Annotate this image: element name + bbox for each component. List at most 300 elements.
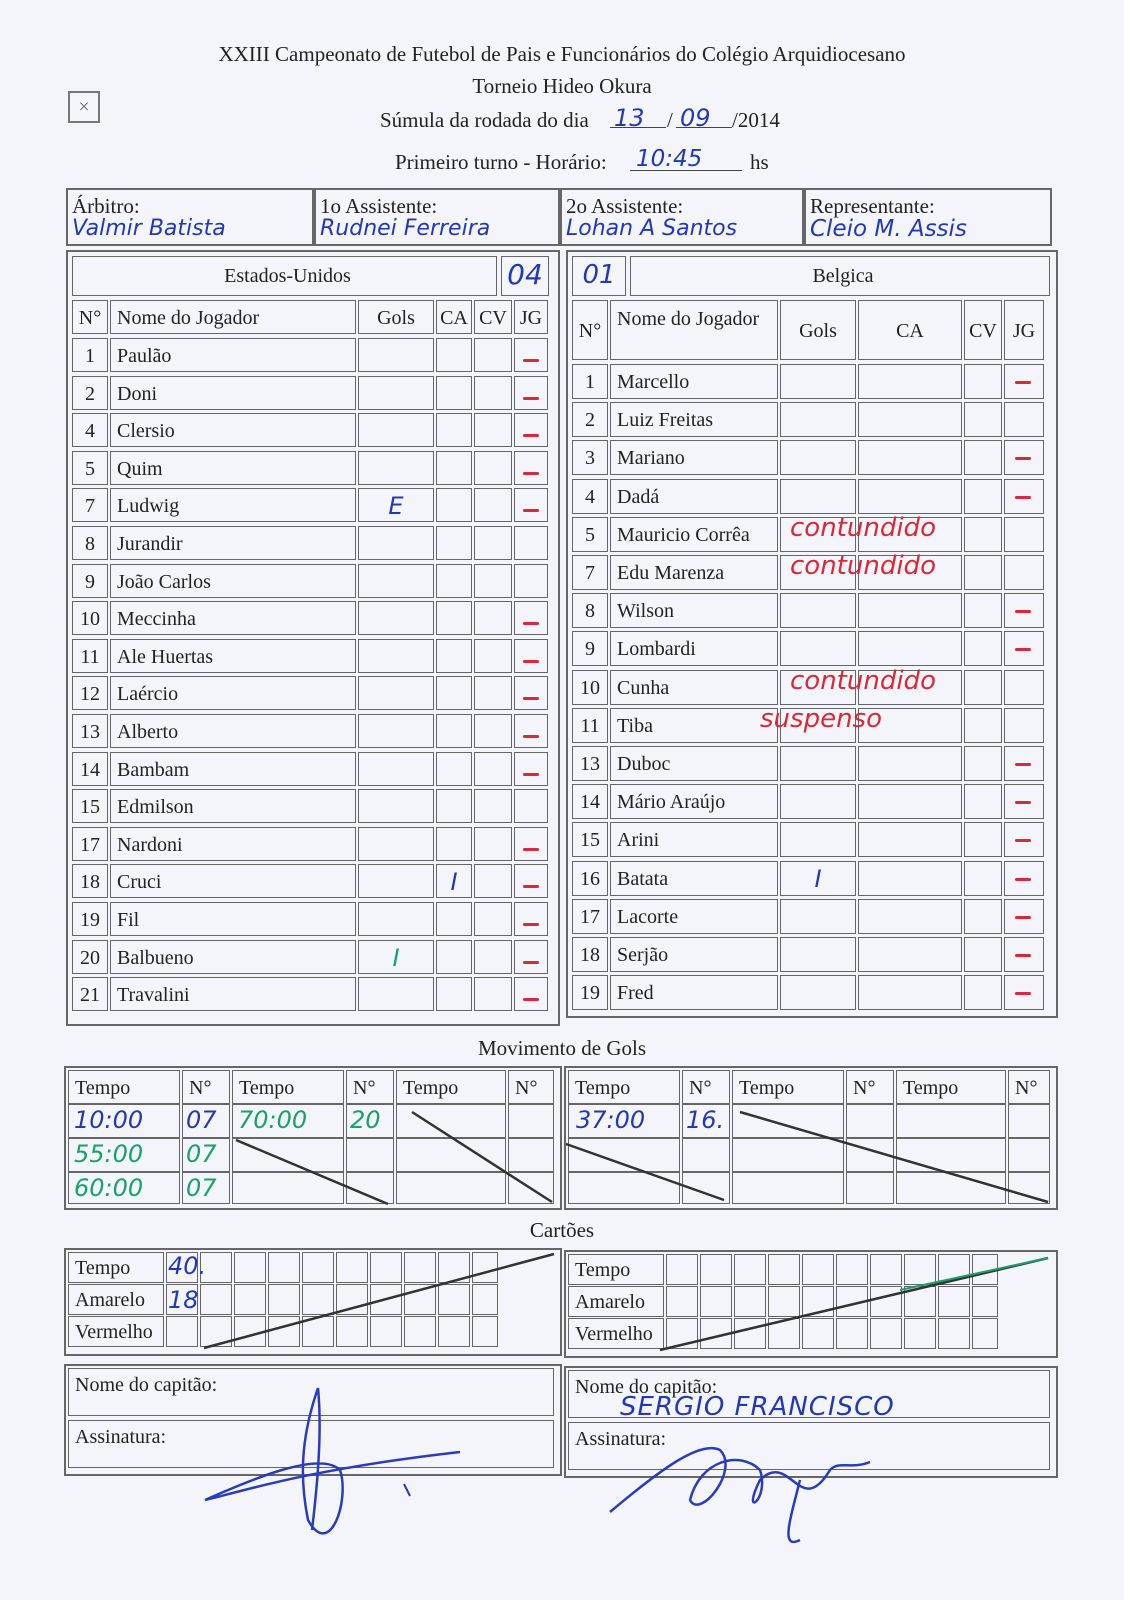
player-goals <box>780 975 856 1010</box>
player-goals <box>780 364 856 399</box>
gols-tempo-cell <box>568 1172 680 1204</box>
player-yellow <box>436 940 472 974</box>
played-mark <box>1015 954 1031 957</box>
hs-label: hs <box>750 150 769 174</box>
card-slot <box>438 1284 470 1315</box>
player-played <box>514 789 548 823</box>
gols-tempo-cell <box>732 1138 844 1172</box>
player-red <box>964 784 1002 819</box>
player-played <box>514 526 548 560</box>
player-goals <box>358 752 434 786</box>
player-number: 9 <box>572 631 608 666</box>
title-line-1: XXIII Campeonato de Futebol de Pais e Funcionários do Colégio Arquidiocesano <box>218 42 906 66</box>
player-played <box>514 338 548 372</box>
gol-time: 70:00 <box>238 1106 308 1134</box>
gols-num-header: N° <box>346 1070 394 1104</box>
player-played <box>514 864 548 898</box>
player-number: 13 <box>572 746 608 781</box>
player-status-note: contundido <box>790 512 936 543</box>
team-b-score: 01 <box>572 256 626 296</box>
player-goals <box>358 977 434 1011</box>
player-played <box>514 902 548 936</box>
card-tempo-value: 40. <box>168 1252 207 1280</box>
played-mark <box>523 434 539 437</box>
card-slot <box>904 1286 936 1317</box>
sumula-label: Súmula da rodada do dia <box>380 108 589 132</box>
player-name: Nardoni <box>110 827 356 861</box>
player-red <box>474 413 512 447</box>
player-number: 7 <box>72 488 108 522</box>
player-name: Luiz Freitas <box>610 402 778 437</box>
played-mark <box>523 735 539 738</box>
player-goals <box>358 413 434 447</box>
card-slot <box>836 1286 868 1317</box>
player-name: Dadá <box>610 479 778 514</box>
player-name: Meccinha <box>110 601 356 635</box>
close-icon[interactable]: × <box>68 91 100 123</box>
col-jg-header: JG <box>1004 300 1044 360</box>
player-number: 13 <box>72 714 108 748</box>
player-goals <box>358 827 434 861</box>
title-line-2: Torneio Hideo Okura <box>472 74 652 98</box>
player-name: Serjão <box>610 937 778 972</box>
played-mark <box>523 472 539 475</box>
assist2-box <box>560 188 804 246</box>
player-red <box>474 526 512 560</box>
gols-tempo-header: Tempo <box>732 1070 844 1104</box>
player-number: 2 <box>72 376 108 410</box>
gols-num-cell <box>508 1172 554 1204</box>
player-status-note: contundido <box>790 551 936 581</box>
player-number: 17 <box>72 827 108 861</box>
gols-tempo-cell <box>896 1172 1006 1204</box>
player-red <box>474 752 512 786</box>
col-ca-header: CA <box>436 300 472 334</box>
card-slot <box>700 1286 732 1317</box>
player-played <box>1004 517 1044 552</box>
col-jg-header: JG <box>514 300 548 334</box>
rep-label: Representante: <box>810 194 935 218</box>
arbitro-label: Árbitro: <box>72 194 140 218</box>
player-name: Travalini <box>110 977 356 1011</box>
player-yellow <box>858 899 962 934</box>
cartoes-amarelo-label: Amarelo <box>568 1286 664 1317</box>
player-yellow <box>858 593 962 628</box>
played-mark <box>1015 610 1031 613</box>
player-red <box>474 714 512 748</box>
captain-b-sign-label: Assinatura: <box>568 1422 1050 1470</box>
player-red <box>964 861 1002 896</box>
player-name: Duboc <box>610 746 778 781</box>
player-name: Edmilson <box>110 789 356 823</box>
player-number: 9 <box>72 564 108 598</box>
player-red <box>474 676 512 710</box>
player-goals <box>358 864 434 898</box>
player-goals <box>358 376 434 410</box>
player-name: Lacorte <box>610 899 778 934</box>
player-played <box>1004 708 1044 743</box>
played-mark <box>523 961 539 964</box>
card-slot <box>336 1284 368 1315</box>
player-played <box>514 488 548 522</box>
player-played <box>514 676 548 710</box>
assist1-name: Rudnei Ferreira <box>320 216 491 241</box>
player-red <box>474 451 512 485</box>
card-slot <box>234 1284 266 1315</box>
card-slot <box>768 1286 800 1317</box>
gols-num-header: N° <box>182 1070 230 1104</box>
col-gols-header: Gols <box>780 300 856 360</box>
card-slot <box>938 1286 970 1317</box>
turno-label: Primeiro turno - Horário: <box>395 150 607 174</box>
player-name: Edu Marenza <box>610 555 778 590</box>
card-slot <box>836 1318 868 1349</box>
gols-num-cell <box>682 1138 730 1172</box>
player-played <box>1004 975 1044 1010</box>
player-name: Jurandir <box>110 526 356 560</box>
match-time: 10:45 <box>636 146 703 172</box>
played-mark <box>1015 801 1031 804</box>
player-name: Tiba <box>610 708 778 743</box>
gols-tempo-cell <box>732 1104 844 1138</box>
gols-num-header: N° <box>846 1070 894 1104</box>
player-yellow <box>858 746 962 781</box>
player-red <box>474 601 512 635</box>
player-red <box>964 555 1002 590</box>
card-slot <box>404 1252 436 1283</box>
player-yellow <box>436 488 472 522</box>
player-goals <box>358 714 434 748</box>
card-slot <box>972 1318 998 1349</box>
gols-num-header: N° <box>508 1070 554 1104</box>
player-yellow <box>858 631 962 666</box>
played-mark <box>523 509 539 512</box>
player-name: Fil <box>110 902 356 936</box>
player-yellow <box>858 861 962 896</box>
gols-tempo-cell <box>896 1138 1006 1172</box>
player-name: Balbueno <box>110 940 356 974</box>
player-goals <box>358 451 434 485</box>
player-goals <box>358 902 434 936</box>
player-yellow <box>436 714 472 748</box>
gols-tempo-cell <box>396 1172 506 1204</box>
cartoes-tempo-label: Tempo <box>568 1254 664 1285</box>
player-number: 17 <box>572 899 608 934</box>
played-mark <box>523 885 539 888</box>
gols-num-cell <box>508 1138 554 1172</box>
gols-tempo-cell <box>232 1138 344 1172</box>
player-number: 1 <box>572 364 608 399</box>
played-mark <box>523 397 539 400</box>
player-goals <box>780 593 856 628</box>
captain-b-name: SERGIO FRANCISCO <box>620 1392 895 1422</box>
player-yellow <box>436 413 472 447</box>
player-name: Alberto <box>110 714 356 748</box>
played-mark <box>1015 496 1031 499</box>
player-name: Clersio <box>110 413 356 447</box>
player-goals <box>780 631 856 666</box>
player-played <box>514 601 548 635</box>
player-red <box>964 708 1002 743</box>
gols-tempo-header: Tempo <box>568 1070 680 1104</box>
col-cv-header: CV <box>964 300 1002 360</box>
card-slot <box>200 1316 232 1347</box>
player-red <box>964 364 1002 399</box>
player-played <box>514 714 548 748</box>
player-played <box>1004 555 1044 590</box>
player-number: 21 <box>72 977 108 1011</box>
gols-tempo-header: Tempo <box>396 1070 506 1104</box>
cartoes-amarelo-label: Amarelo <box>68 1284 164 1315</box>
player-red <box>964 517 1002 552</box>
card-slot <box>336 1316 368 1347</box>
player-played <box>1004 631 1044 666</box>
player-yellow <box>436 601 472 635</box>
player-name: Mauricio Corrêa <box>610 517 778 552</box>
player-number: 10 <box>72 601 108 635</box>
played-mark <box>1015 648 1031 651</box>
gols-tempo-cell <box>568 1138 680 1172</box>
played-mark <box>523 773 539 776</box>
card-slot <box>904 1318 936 1349</box>
cartoes-tempo-label: Tempo <box>68 1252 164 1283</box>
gols-num-cell <box>346 1172 394 1204</box>
player-red <box>964 670 1002 705</box>
player-name: Quim <box>110 451 356 485</box>
gol-player-num: 07 <box>186 1140 217 1168</box>
player-yellow <box>858 937 962 972</box>
card-slot <box>802 1286 834 1317</box>
gol-time: 60:00 <box>74 1174 144 1202</box>
player-red <box>964 975 1002 1010</box>
player-goals <box>358 676 434 710</box>
played-mark <box>523 359 539 362</box>
gols-num-cell <box>682 1172 730 1204</box>
card-slot <box>768 1318 800 1349</box>
player-number: 5 <box>572 517 608 552</box>
card-slot <box>472 1284 498 1315</box>
player-yellow <box>858 975 962 1010</box>
card-slot <box>666 1318 698 1349</box>
player-yellow <box>858 440 962 475</box>
player-number: 1 <box>72 338 108 372</box>
player-yellow: I <box>436 864 472 898</box>
player-red <box>474 376 512 410</box>
player-goals <box>780 899 856 934</box>
player-red <box>474 940 512 974</box>
player-number: 8 <box>72 526 108 560</box>
col-name-header: Nome do Jogador <box>610 300 778 360</box>
assist2-label: 2o Assistente: <box>566 194 684 218</box>
arbitro-box <box>66 188 314 246</box>
card-slot <box>870 1254 902 1285</box>
player-played <box>1004 440 1044 475</box>
card-slot <box>166 1316 198 1347</box>
player-red <box>474 827 512 861</box>
gols-tempo-cell <box>232 1172 344 1204</box>
card-slot <box>234 1252 266 1283</box>
player-name: Ludwig <box>110 488 356 522</box>
gols-num-header: N° <box>682 1070 730 1104</box>
card-slot <box>972 1254 998 1285</box>
card-slot <box>904 1254 936 1285</box>
played-mark <box>523 998 539 1001</box>
gol-time: 37:00 <box>576 1106 646 1134</box>
assist1-box <box>314 188 560 246</box>
card-slot <box>836 1254 868 1285</box>
col-cv-header: CV <box>474 300 512 334</box>
player-name: Lombardi <box>610 631 778 666</box>
player-name: Laércio <box>110 676 356 710</box>
gol-player-num: 07 <box>186 1174 217 1202</box>
card-slot <box>370 1284 402 1315</box>
player-goals <box>358 338 434 372</box>
cartoes-vermelho-label: Vermelho <box>68 1316 164 1347</box>
gols-num-cell <box>846 1104 894 1138</box>
gols-tempo-cell <box>732 1172 844 1204</box>
card-slot <box>700 1254 732 1285</box>
player-name: Cunha <box>610 670 778 705</box>
player-played <box>514 639 548 673</box>
card-slot <box>472 1316 498 1347</box>
player-played <box>514 564 548 598</box>
player-red <box>964 746 1002 781</box>
player-yellow <box>436 789 472 823</box>
player-red <box>964 479 1002 514</box>
player-goals <box>780 822 856 857</box>
card-slot <box>370 1252 402 1283</box>
player-played <box>514 752 548 786</box>
player-goals: E <box>358 488 434 522</box>
player-number: 20 <box>72 940 108 974</box>
gols-num-cell <box>1008 1138 1050 1172</box>
player-number: 2 <box>572 402 608 437</box>
card-slot <box>938 1254 970 1285</box>
gols-num-cell <box>846 1172 894 1204</box>
team-b-name: Belgica <box>630 256 1050 296</box>
col-num-header: N° <box>572 300 608 360</box>
arbitro-name: Valmir Batista <box>72 216 226 241</box>
player-number: 8 <box>572 593 608 628</box>
card-amarelo-value: 18 <box>168 1286 199 1314</box>
player-goals <box>358 564 434 598</box>
card-slot <box>472 1252 498 1283</box>
player-name: João Carlos <box>110 564 356 598</box>
player-number: 14 <box>572 784 608 819</box>
player-red <box>474 488 512 522</box>
player-number: 4 <box>72 413 108 447</box>
gols-title: Movimento de Gols <box>478 1036 646 1060</box>
gols-num-cell <box>1008 1104 1050 1138</box>
played-mark <box>1015 839 1031 842</box>
player-number: 7 <box>572 555 608 590</box>
player-number: 11 <box>572 708 608 743</box>
player-red <box>964 822 1002 857</box>
player-goals <box>780 440 856 475</box>
player-goals: I <box>358 940 434 974</box>
player-played <box>514 413 548 447</box>
match-month: 09 <box>680 104 711 132</box>
player-yellow <box>858 479 962 514</box>
player-number: 3 <box>572 440 608 475</box>
gols-tempo-cell <box>896 1104 1006 1138</box>
team-a-score: 04 <box>501 256 549 296</box>
match-year: /2014 <box>732 108 780 132</box>
player-number: 18 <box>72 864 108 898</box>
player-number: 18 <box>572 937 608 972</box>
player-red <box>964 440 1002 475</box>
card-slot <box>268 1284 300 1315</box>
player-yellow <box>436 676 472 710</box>
card-slot <box>268 1252 300 1283</box>
player-goals <box>780 784 856 819</box>
card-slot <box>666 1286 698 1317</box>
player-yellow <box>858 784 962 819</box>
card-slot <box>200 1284 232 1315</box>
card-slot <box>734 1318 766 1349</box>
player-yellow <box>436 639 472 673</box>
assist2-name: Lohan A Santos <box>566 216 738 241</box>
played-mark <box>1015 916 1031 919</box>
player-red <box>474 902 512 936</box>
player-number: 19 <box>572 975 608 1010</box>
player-name: Doni <box>110 376 356 410</box>
player-name: Ale Huertas <box>110 639 356 673</box>
card-slot <box>938 1318 970 1349</box>
col-ca-header: CA <box>858 300 962 360</box>
gols-num-cell <box>346 1138 394 1172</box>
player-red <box>474 639 512 673</box>
player-yellow <box>858 822 962 857</box>
card-slot <box>404 1316 436 1347</box>
player-goals <box>780 402 856 437</box>
player-yellow <box>436 827 472 861</box>
player-name: Mário Araújo <box>610 784 778 819</box>
col-gols-header: Gols <box>358 300 434 334</box>
rep-name: Cleio M. Assis <box>810 216 967 242</box>
played-mark <box>523 622 539 625</box>
player-status-note: contundido <box>790 665 936 696</box>
player-red <box>964 631 1002 666</box>
player-red <box>474 864 512 898</box>
card-slot <box>666 1254 698 1285</box>
player-red <box>964 593 1002 628</box>
captain-b-name-label: Nome do capitão: <box>568 1370 1050 1418</box>
card-slot <box>438 1252 470 1283</box>
played-mark <box>1015 381 1031 384</box>
player-goals <box>358 601 434 635</box>
player-name: Fred <box>610 975 778 1010</box>
player-name: Cruci <box>110 864 356 898</box>
player-number: 5 <box>72 451 108 485</box>
gol-player-num: 07 <box>186 1106 217 1134</box>
gols-num-cell <box>846 1138 894 1172</box>
player-number: 14 <box>72 752 108 786</box>
card-slot <box>302 1284 334 1315</box>
gols-tempo-header: Tempo <box>896 1070 1006 1104</box>
gols-num-cell <box>508 1104 554 1138</box>
gol-player-num: 16. <box>686 1106 725 1134</box>
card-slot <box>768 1254 800 1285</box>
card-slot <box>870 1318 902 1349</box>
player-goals <box>358 789 434 823</box>
player-played <box>1004 670 1044 705</box>
player-name: Arini <box>610 822 778 857</box>
player-yellow <box>858 364 962 399</box>
player-played <box>514 977 548 1011</box>
card-slot <box>370 1316 402 1347</box>
player-red <box>964 899 1002 934</box>
